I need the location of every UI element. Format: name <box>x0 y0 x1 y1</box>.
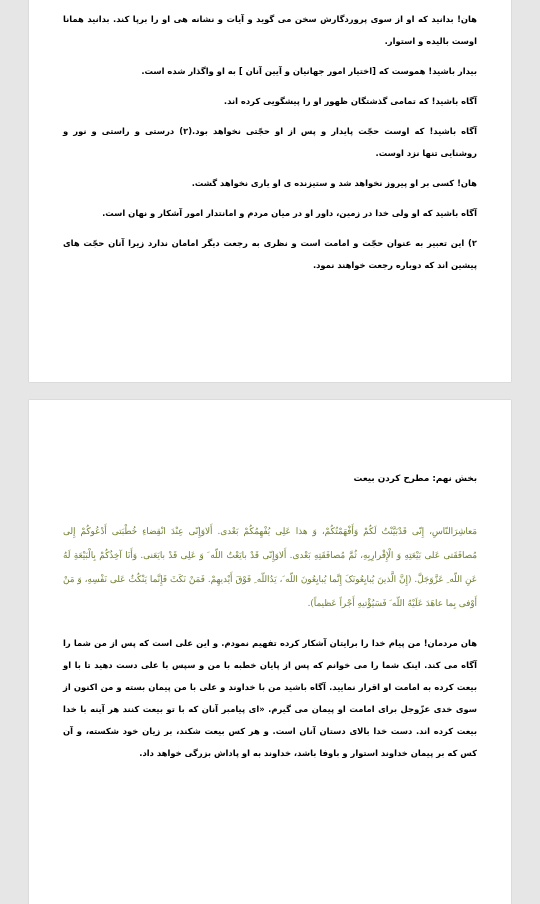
section-heading: بخش نهم: مطرح کردن بیعت <box>353 474 477 484</box>
page-1-text <box>63 8 477 276</box>
footnote: ۲) این تعبیر به عنوان حجّت و امامت است و نظری به رجعت دیگر امامان ندارد زیرا آنان حجّت های پیشین اند که دوباره رجعت خواهند نمود. <box>63 238 477 270</box>
page-2-text <box>63 468 477 764</box>
paragraph: آگاه باشید! که تمامی گذشتگان ظهور او را پیشگویی کرده اند. <box>223 96 477 106</box>
paragraph: آگاه باشید که او ولی خدا در زمین، داور او در میان مردم و امانتدار امور آشکار و نهان است. <box>102 208 477 218</box>
document-page-2 <box>29 400 511 904</box>
paragraph: آگاه باشید! که اوست حجّت پایدار و پس از او حجّتی نخواهد بود.(۲) درستی و راستی و نور و روشنایی تنها نزد اوست. <box>63 126 477 158</box>
paragraph: هان! بدانید که او از سوی پروردگارش سخن می گوید و آیات و نشانه هی او را برپا کند. بدانید همانا اوست بالیده و استوار. <box>63 14 477 46</box>
document-page-1 <box>29 0 511 382</box>
paragraph: هان! کسی بر او پیروز نخواهد شد و ستیزنده ی او یاری نخواهد گشت. <box>191 178 477 188</box>
arabic-quote: مَعاشِرَالنّاسِ، إِنّی قَدْبَیَّنْتُ لَکُمْ وَأَفْهَمْتُکُمْ، وَ هذا عَلِی یُفْهِمُکُمْ بَعْدی. أَلاوَإِنّی عِنْدَ انْقِضاءِ خُطْبَتی أَدْعُوکُمْ إِلی مُصافَقَتی عَلی بَیْعَتِهِ وَ الْإِقْرارِبِهِ، ثُمَّ مُصافَقَتِهِ بَعْدی. أَلاوَإِنّی قَدْ بایَعْتُ اللّه َ وَ عَلِی قَدْ بایَعَنی. وَأَنَا آخِذُکُمْ بِالْبَیْعَةِ لَهُ عَنِ اللّه ِ عَزَّوَجَلَّ. (إِنَّ الَّذینَ یُبایِعُونَکَ إِنَّما یُبایِعُونَ اللّه َ، یَدُاللّه ِ فَوْقَ أَیْدیهِمْ. فَمَنْ نَکَثَ فَإِنَّما یَنْکُثُ عَلی نَفْسِهِ، وَ مَنْ أَوْفی بِما عاهَدَ عَلَیْهُ اللّه َ فَسَیُؤْتیهِ أَجْراً عَظیماً). <box>63 527 477 609</box>
paragraph: بیدار باشید! هموست که [اختیار امور جهانیان و آیین آنان ] به او واگذار شده است. <box>141 66 477 76</box>
translation-paragraph: هان مردمان! من پیام خدا را برایتان آشکار کرده تفهیم نمودم. و این علی است که پس از من شما را آگاه می کند. اینک شما را می خوانم که پس از پایان خطبه با من و سپس با علی دست دهید تا با او بیعت کرده به امامت او اقرار نمایید. آگاه باشید من با خداوند و علی با من پیمان بسته و من اکنون از سوی خدی عزّوجل برای امامت او پیمان می گیرم. «ای پیامبر آنان که با تو بیعت کنند هر آینه با خدا بیعت کرده اند. دست خدا بالای دستان آنان است. و هر کس بیعت شکند، بر زیان خود شکسته، و آن کس که بر پیمان خداوند استوار و باوفا باشد، خداوند به او پاداش بزرگی خواهد داد. <box>63 638 477 758</box>
